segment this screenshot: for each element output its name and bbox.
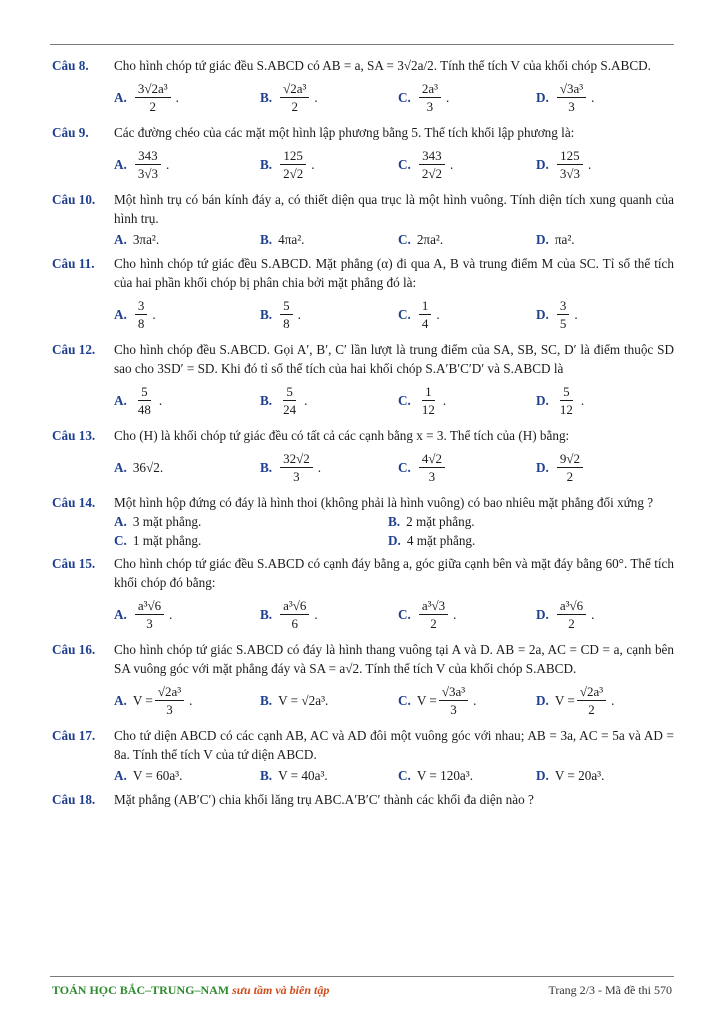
option-letter: A. <box>114 392 127 408</box>
answer-options <box>114 75 674 119</box>
question-block <box>52 190 674 250</box>
answer-options <box>114 764 674 786</box>
answer-option[interactable] <box>114 292 156 336</box>
answer-option[interactable] <box>114 75 179 119</box>
option-fraction <box>439 684 468 717</box>
question-label: Câu 8. <box>52 58 89 73</box>
question-label: Câu 11. <box>52 256 95 271</box>
option-tail: . <box>611 692 615 708</box>
option-letter: D. <box>536 767 549 783</box>
answer-option[interactable] <box>398 378 446 422</box>
option-fraction <box>419 298 432 331</box>
fraction-denominator: 8 <box>283 315 290 331</box>
fraction-numerator: a³√3 <box>419 598 448 615</box>
question-label: Câu 10. <box>52 192 96 207</box>
option-fraction <box>280 384 299 417</box>
option-letter: D. <box>536 392 549 408</box>
fraction-denominator: 3√3 <box>137 165 158 181</box>
option-letter: C. <box>398 89 411 105</box>
option-letter: D. <box>536 606 549 622</box>
option-fraction <box>577 684 606 717</box>
fraction-denominator: 5 <box>559 315 567 331</box>
question-block <box>52 726 674 786</box>
answer-option[interactable] <box>398 764 473 786</box>
option-fraction <box>557 598 586 631</box>
option-letter: B. <box>260 392 273 408</box>
question-text: Cho tứ diện ABCD có các cạnh AB, AC và AD đôi một vuông góc với nhau; AB = 3a, AC = 5a và AD = 8a. Tính thể tích V của tứ diện ABCD. <box>114 728 674 762</box>
option-text: 4 mặt phẳng. <box>406 533 476 548</box>
option-fraction <box>280 451 313 484</box>
option-letter: A. <box>114 231 127 247</box>
option-letter: C. <box>398 231 411 247</box>
answer-option[interactable] <box>398 75 449 119</box>
answer-option[interactable] <box>398 142 453 186</box>
option-fraction <box>135 598 164 631</box>
question-text: Cho hình chóp tứ giác đều S.ABCD. Mặt phẳng (α) đi qua A, B và trung điểm M của SC. Tỉ số thể tích của hai phần khối chóp bị phân chia bởi mặt phẳng đó là: <box>114 256 674 290</box>
fraction-denominator: 2 <box>568 615 575 631</box>
answer-option[interactable] <box>260 764 328 786</box>
question-text: Cho (H) là khối chóp tứ giác đều có tất cả các cạnh bằng x = 3. Thể tích của (H) bằng: <box>114 428 570 443</box>
option-tail: . <box>175 89 179 105</box>
answer-option[interactable] <box>114 512 201 531</box>
answer-option[interactable] <box>388 512 475 531</box>
fraction-denominator: 12 <box>559 401 573 417</box>
option-tail: . <box>591 89 595 105</box>
question-text: Một hình hộp đứng có đáy là hình thoi (không phải là hình vuông) có bao nhiêu mặt phẳng đối xứng ? <box>114 495 654 510</box>
question-label: Câu 17. <box>52 728 96 743</box>
option-fraction <box>280 148 306 181</box>
answer-option[interactable] <box>260 592 318 636</box>
option-tail: . <box>453 606 457 622</box>
question-label: Câu 15. <box>52 556 96 571</box>
fraction-denominator: 2 <box>291 98 298 114</box>
option-fraction <box>419 598 448 631</box>
option-fraction <box>280 81 309 114</box>
option-text: V = 20a³. <box>554 767 605 783</box>
option-tail: . <box>152 306 156 322</box>
option-letter: A. <box>114 514 127 529</box>
option-letter: D. <box>388 533 401 548</box>
option-letter: A. <box>114 767 127 783</box>
fraction-numerator: a³√6 <box>135 598 164 615</box>
answer-options <box>114 592 674 636</box>
fraction-denominator: 8 <box>137 315 145 331</box>
fraction-numerator: √3a³ <box>557 81 586 98</box>
answer-option[interactable] <box>260 378 307 422</box>
answer-option[interactable] <box>260 75 318 119</box>
answer-options <box>114 228 674 250</box>
fraction-numerator: 125 <box>280 148 306 165</box>
answer-options <box>114 142 674 186</box>
fraction-numerator: 5 <box>283 384 296 401</box>
fraction-numerator: 4√2 <box>419 451 445 468</box>
option-text: 2 mặt phẳng. <box>406 514 475 529</box>
fraction-numerator: √2a³ <box>577 684 606 701</box>
option-letter: B. <box>388 514 401 529</box>
option-letter: D. <box>536 89 549 105</box>
option-tail: . <box>311 156 315 172</box>
question-block <box>52 56 674 119</box>
fraction-denominator: 3 <box>293 468 300 484</box>
option-letter: C. <box>398 692 411 708</box>
option-letter: B. <box>260 306 273 322</box>
answer-options <box>114 512 674 550</box>
fraction-numerator: 9√2 <box>557 451 583 468</box>
option-text: 3πa². <box>132 231 160 247</box>
option-tail: . <box>189 692 193 708</box>
option-letter: C. <box>114 533 127 548</box>
fraction-denominator: 3 <box>450 701 457 717</box>
footer-brand-title: TOÁN HỌC BẮC–TRUNG–NAM <box>52 983 230 997</box>
fraction-denominator: 2 <box>566 468 574 484</box>
fraction-numerator: 3 <box>557 298 570 315</box>
option-letter: C. <box>398 767 411 783</box>
question-block <box>52 493 674 550</box>
fraction-numerator: 1 <box>419 298 432 315</box>
option-fraction <box>419 148 445 181</box>
question-block <box>52 790 674 809</box>
fraction-denominator: 2 <box>430 615 437 631</box>
option-tail: . <box>591 606 595 622</box>
option-letter: A. <box>114 459 127 475</box>
fraction-numerator: 2a³ <box>419 81 441 98</box>
option-letter: C. <box>398 156 411 172</box>
option-letter: C. <box>398 606 411 622</box>
option-text: 2πa². <box>416 231 444 247</box>
option-fraction <box>419 81 441 114</box>
option-tail: . <box>158 392 163 408</box>
option-tail: . <box>317 459 322 475</box>
fraction-numerator: 343 <box>419 148 445 165</box>
question-block <box>52 123 674 186</box>
option-fraction <box>557 451 583 484</box>
option-tail: . <box>169 606 173 622</box>
answer-option[interactable] <box>114 531 201 550</box>
option-fraction <box>557 384 576 417</box>
fraction-denominator: 48 <box>137 401 151 417</box>
fraction-numerator: a³√6 <box>557 598 586 615</box>
answer-option[interactable] <box>260 142 315 186</box>
fraction-denominator: 3 <box>428 468 436 484</box>
answer-option[interactable] <box>536 292 578 336</box>
answer-option[interactable] <box>260 445 321 489</box>
option-letter: D. <box>536 231 549 247</box>
fraction-numerator: 3 <box>135 298 148 315</box>
option-letter: D. <box>536 692 549 708</box>
option-letter: B. <box>260 606 273 622</box>
fraction-numerator: √2a³ <box>155 684 184 701</box>
fraction-denominator: 3 <box>568 98 575 114</box>
answer-option[interactable] <box>398 292 440 336</box>
option-text: V = 120a³. <box>416 767 474 783</box>
option-text: 3 mặt phẳng. <box>132 514 202 529</box>
option-tail: . <box>446 89 450 105</box>
fraction-denominator: 12 <box>421 401 435 417</box>
option-letter: C. <box>398 459 411 475</box>
question-block <box>52 340 674 422</box>
option-letter: A. <box>114 306 127 322</box>
fraction-numerator: 3√2a³ <box>135 81 171 98</box>
option-text: 1 mặt phẳng. <box>132 533 202 548</box>
option-fraction <box>135 148 161 181</box>
option-fraction <box>557 148 583 181</box>
option-fraction <box>280 298 293 331</box>
fraction-denominator: 4 <box>421 315 429 331</box>
answer-option[interactable] <box>260 292 301 336</box>
option-text: πa². <box>554 231 575 247</box>
option-tail: . <box>473 692 477 708</box>
question-block <box>52 254 674 336</box>
option-tail: . <box>314 606 318 622</box>
option-tail: . <box>297 306 301 322</box>
option-letter: D. <box>536 306 549 322</box>
question-label: Câu 9. <box>52 125 89 140</box>
question-block <box>52 426 674 489</box>
answer-option[interactable] <box>536 592 594 636</box>
option-fraction <box>557 298 570 331</box>
option-prefix: V = <box>416 692 437 708</box>
option-letter: A. <box>114 89 127 105</box>
fraction-numerator: 5 <box>560 384 573 401</box>
option-letter: B. <box>260 459 273 475</box>
question-text: Mặt phẳng (AB′C′) chia khối lăng trụ ABC.A′B′C′ thành các khối đa diện nào ? <box>114 792 534 807</box>
fraction-denominator: 6 <box>291 615 298 631</box>
option-text: 4πa². <box>278 231 305 247</box>
option-tail: . <box>436 306 440 322</box>
answer-option[interactable] <box>536 764 604 786</box>
answer-option[interactable] <box>536 678 614 722</box>
fraction-numerator: √2a³ <box>280 81 309 98</box>
option-text: V = 60a³. <box>132 767 183 783</box>
answer-options <box>114 678 674 722</box>
fraction-numerator: 32√2 <box>280 451 313 468</box>
option-fraction <box>419 451 445 484</box>
fraction-denominator: 3 <box>146 615 153 631</box>
option-tail: . <box>574 306 578 322</box>
question-block <box>52 640 674 722</box>
question-text: Các đường chéo của các mặt một hình lập phương bằng 5. Thể tích khối lập phương là: <box>114 125 575 140</box>
question-text: Một hình trụ có bán kính đáy a, có thiết diện qua trục là một hình vuông. Tính diện tích xung quanh của hình trụ. <box>114 192 674 226</box>
option-fraction <box>419 384 438 417</box>
question-label: Câu 12. <box>52 342 96 357</box>
question-label: Câu 13. <box>52 428 96 443</box>
option-text: V = 40a³. <box>278 767 328 783</box>
answer-options <box>114 292 674 336</box>
answer-option[interactable] <box>536 445 588 489</box>
answer-option[interactable] <box>398 678 476 722</box>
option-prefix: V = <box>132 692 153 708</box>
fraction-denominator: 3√3 <box>559 165 580 181</box>
question-text: Cho hình chóp đều S.ABCD. Gọi A′, B′, C′ lần lượt là trung điểm của SA, SB, SC, D′ là điểm thuộc SD sao cho 3SD′ = SD. Khi đó tỉ số thể tích của hai khối chóp S.A′B′C′D′ và S.ABCD là <box>114 342 674 376</box>
question-label: Câu 16. <box>52 642 96 657</box>
option-tail: . <box>304 392 308 408</box>
header-rule <box>50 44 674 45</box>
option-letter: B. <box>260 692 273 708</box>
answer-option[interactable] <box>114 678 192 722</box>
answer-option[interactable] <box>114 764 182 786</box>
option-letter: A. <box>114 156 127 172</box>
option-tail: . <box>165 156 170 172</box>
option-letter: C. <box>398 392 411 408</box>
fraction-numerator: 125 <box>557 148 583 165</box>
option-fraction <box>557 81 586 114</box>
option-letter: B. <box>260 231 273 247</box>
answer-option[interactable] <box>398 592 456 636</box>
fraction-denominator: 2√2 <box>421 165 442 181</box>
fraction-denominator: 2 <box>588 701 595 717</box>
answer-option[interactable] <box>114 592 172 636</box>
option-letter: D. <box>536 459 549 475</box>
question-text: Cho hình chóp tứ giác đều S.ABCD có AB = a, SA = 3√2a/2. Tính thể tích V của khối chóp S.ABCD. <box>114 58 651 73</box>
question-block <box>52 554 674 636</box>
question-text: Cho hình chóp tứ giác S.ABCD có đáy là hình thang vuông tại A và D. AB = 2a, AC = CD = a, cạnh bên SA vuông góc với mặt phẳng đáy và SA = a√2. Tính thể tích V của khối chóp S.ABCD. <box>114 642 674 676</box>
option-text: V = √2a³. <box>278 692 329 708</box>
option-text: 36√2. <box>132 459 164 475</box>
answer-options <box>114 378 674 422</box>
answer-options <box>114 445 674 489</box>
answer-option[interactable] <box>398 228 443 250</box>
option-letter: B. <box>260 767 273 783</box>
answer-option[interactable] <box>536 378 584 422</box>
option-tail: . <box>442 392 447 408</box>
fraction-denominator: 3 <box>426 98 434 114</box>
option-letter: A. <box>114 692 127 708</box>
fraction-numerator: 5 <box>138 384 151 401</box>
fraction-numerator: 5 <box>280 298 293 315</box>
question-label: Câu 14. <box>52 495 96 510</box>
answer-option[interactable] <box>398 445 450 489</box>
footer-brand <box>52 983 329 998</box>
answer-option[interactable] <box>114 228 159 250</box>
answer-option[interactable] <box>114 142 169 186</box>
option-letter: A. <box>114 606 127 622</box>
option-fraction <box>280 598 309 631</box>
fraction-numerator: √3a³ <box>439 684 468 701</box>
option-letter: D. <box>536 156 549 172</box>
answer-option[interactable] <box>260 228 304 250</box>
answer-option[interactable] <box>536 228 575 250</box>
fraction-denominator: 24 <box>283 401 297 417</box>
fraction-denominator: 2 <box>149 98 156 114</box>
option-fraction <box>135 384 154 417</box>
option-tail: . <box>449 156 454 172</box>
footer-credit: sưu tầm và biên tập <box>232 983 330 997</box>
option-letter: B. <box>260 89 273 105</box>
answer-option[interactable] <box>536 75 594 119</box>
fraction-denominator: 3 <box>166 701 173 717</box>
option-tail: . <box>580 392 585 408</box>
option-tail: . <box>314 89 318 105</box>
answer-option[interactable] <box>114 378 162 422</box>
option-fraction <box>135 81 171 114</box>
fraction-denominator: 2√2 <box>283 165 304 181</box>
option-letter: C. <box>398 306 411 322</box>
question-label: Câu 18. <box>52 792 96 807</box>
option-fraction <box>135 298 148 331</box>
answer-option[interactable] <box>388 531 475 550</box>
option-letter: B. <box>260 156 273 172</box>
answer-option[interactable] <box>260 678 328 722</box>
option-prefix: V = <box>554 692 575 708</box>
fraction-numerator: a³√6 <box>280 598 309 615</box>
question-text: Cho hình chóp tứ giác đều S.ABCD có cạnh đáy bằng a, góc giữa cạnh bên và mặt đáy bằng 60°. Thể tích khối chóp đó bằng: <box>114 556 674 590</box>
answer-option[interactable] <box>114 445 163 489</box>
option-fraction <box>155 684 184 717</box>
option-tail: . <box>587 156 592 172</box>
fraction-numerator: 1 <box>422 384 435 401</box>
answer-option[interactable] <box>536 142 591 186</box>
footer-rule <box>50 976 674 977</box>
question-list <box>52 56 674 813</box>
fraction-numerator: 343 <box>135 148 161 165</box>
footer-page-info: Trang 2/3 - Mã đề thi 570 <box>548 983 672 997</box>
